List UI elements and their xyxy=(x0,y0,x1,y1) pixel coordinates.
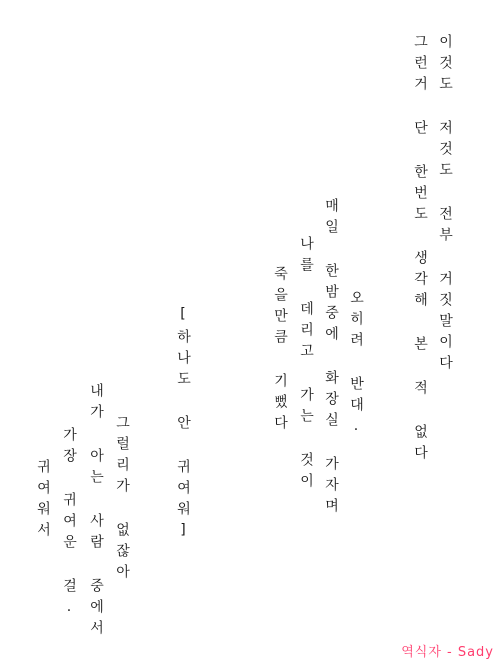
poem-line-3: 오히려 반대. xyxy=(348,290,364,441)
translator-credit: 역식자 - Sady xyxy=(401,645,494,660)
poem-line-4: 매일 한밤중에 화장실 가자며 xyxy=(323,198,339,519)
poem-line-6: 죽을만큼 기뻤다 xyxy=(272,266,288,436)
poem-line-9: 내가 아는 사람 중에서 xyxy=(88,383,104,641)
poem-line-8: 그럴리가 없잖아 xyxy=(114,415,130,585)
poem-line-1: 이것도 저것도 전부 거짓말이다 xyxy=(437,34,453,376)
poem-line-11: 귀여워서 xyxy=(35,459,51,543)
poem-line-7: [하나도 안 귀여워] xyxy=(175,306,191,545)
poem-line-5: 나를 데리고 가는 것이 xyxy=(298,236,314,494)
poem-line-10: 가장 귀여운 걸. xyxy=(61,427,77,622)
poem-line-2: 그런거 단 한번도 생각해 본 적 없다 xyxy=(412,34,428,466)
